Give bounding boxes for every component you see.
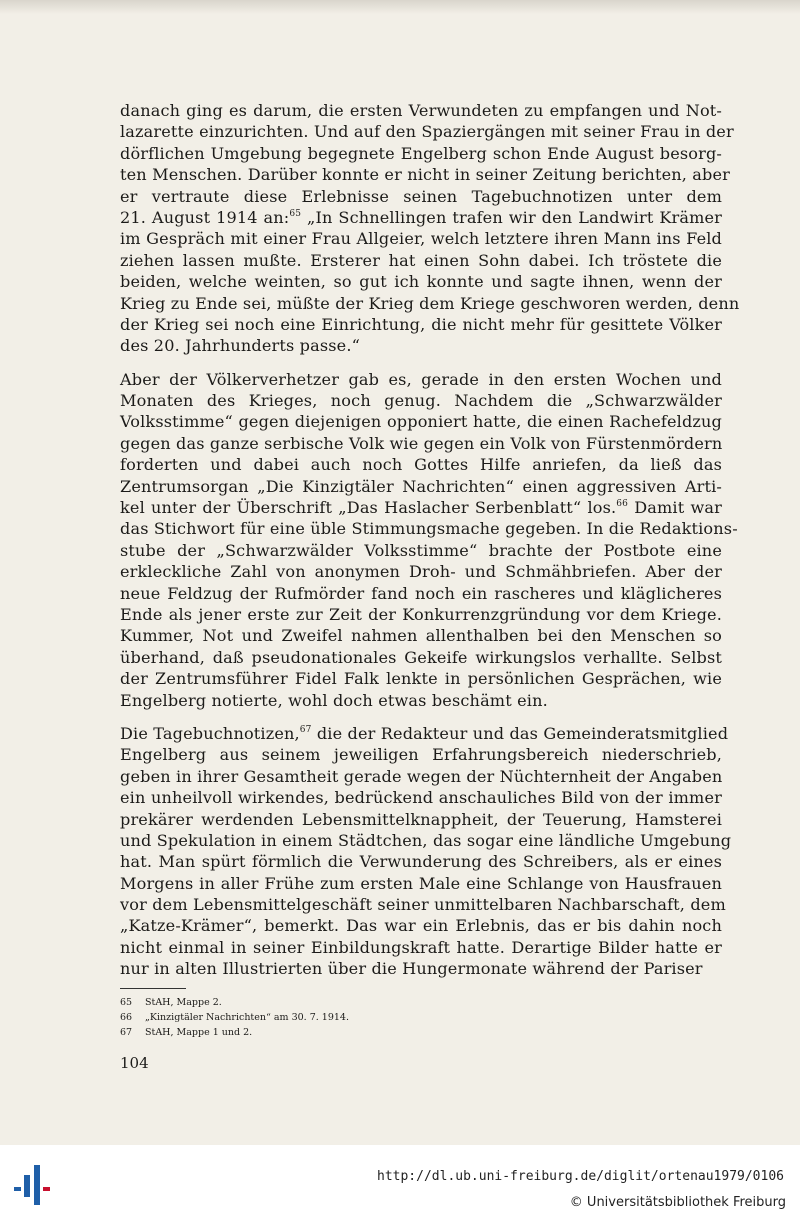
text-line: „Katze-Krämer“, bemerkt. Das war ein Erlebnis, das er bis dahin noch bbox=[120, 916, 722, 936]
text-line: der Zentrumsführer Fidel Falk lenkte in persönlichen Gesprächen, wie bbox=[120, 669, 722, 689]
text-segment: kel unter der Überschrift „Das Haslacher Serbenblatt“ los. bbox=[120, 498, 617, 518]
footnote-number: 67 bbox=[120, 1027, 133, 1038]
footnote-marker: 67 bbox=[299, 724, 312, 735]
copyright-notice: © Universitätsbibliothek Freiburg bbox=[569, 1195, 786, 1210]
text-segment: die der Redakteur und das Gemeinderatsmitglied bbox=[311, 723, 729, 743]
text-line: ein unheilvoll wirkendes, bedrückend anschauliches Bild von der immer bbox=[120, 788, 722, 808]
text-line: Engelberg notierte, wohl doch etwas beschämt ein. bbox=[120, 690, 548, 710]
text-line: Zentrumsorgan „Die Kinzigtäler Nachrichten“ einen aggressiven Arti- bbox=[120, 476, 722, 496]
footnote-text: „Kinzigtäler Nachrichten“ am 30. 7. 1914. bbox=[145, 1012, 349, 1023]
footnote bbox=[120, 1010, 720, 1025]
text-line: Kummer, Not und Zweifel nahmen allenthalben bei den Menschen so bbox=[120, 626, 722, 646]
text-line: ten Menschen. Darüber konnte er nicht in seiner Zeitung berichten, aber bbox=[120, 165, 731, 185]
text-segment: Damit war bbox=[628, 498, 723, 518]
text-line: stube der „Schwarzwälder Volksstimme“ brachte der Postbote eine bbox=[120, 540, 722, 560]
text-line: der Krieg sei noch eine Einrichtung, die nicht mehr für gesittete Völker bbox=[120, 314, 722, 334]
text-segment: Die Tagebuchnotizen, bbox=[120, 723, 300, 743]
text-line: Volksstimme“ gegen diejenigen opponiert hatte, die einen Rachefeldzug bbox=[120, 412, 722, 432]
footnote-marker: 66 bbox=[616, 499, 629, 510]
page-number: 104 bbox=[120, 1054, 149, 1072]
text-line: er vertraute diese Erlebnisse seinen Tagebuchnotizen unter dem bbox=[120, 186, 722, 206]
text-line: lazarette einzurichten. Und auf den Spaziergängen mit seiner Frau in der bbox=[120, 122, 734, 142]
page-edge-shadow bbox=[0, 0, 800, 14]
paragraph-gap bbox=[120, 711, 722, 723]
text-line: geben in ihrer Gesamtheit gerade wegen der Nüchternheit der Angaben bbox=[120, 766, 723, 786]
footnote-rule bbox=[120, 988, 186, 989]
viewer-footer bbox=[0, 1145, 800, 1220]
footnote-number: 66 bbox=[120, 1012, 133, 1023]
text-line: Morgens in aller Frühe zum ersten Male eine Schlange von Hausfrauen bbox=[120, 873, 722, 893]
text-line: danach ging es darum, die ersten Verwundeten zu empfangen und Not- bbox=[120, 101, 722, 120]
text-segment: 21. August 1914 an: bbox=[120, 207, 290, 227]
text-line: beiden, welche weinten, so gut ich konnte und sagte ihnen, wenn der bbox=[120, 272, 722, 292]
text-line bbox=[120, 723, 729, 744]
footnote bbox=[120, 995, 720, 1010]
footnotes bbox=[120, 995, 720, 1040]
footnote-text: StAH, Mappe 1 und 2. bbox=[145, 1027, 253, 1038]
text-line: Krieg zu Ende sei, müßte der Krieg dem Kriege geschworen werden, denn bbox=[120, 293, 740, 313]
body-text bbox=[120, 100, 740, 980]
footnote-number: 65 bbox=[120, 997, 133, 1008]
text-line: Monaten des Krieges, noch genug. Nachdem die „Schwarzwälder bbox=[120, 391, 722, 411]
text-line: dörflichen Umgebung begegnete Engelberg schon Ende August besorg- bbox=[120, 143, 722, 163]
text-line: nur in alten Illustrierten über die Hungermonate während der Pariser bbox=[120, 959, 703, 979]
footnote-text: StAH, Mappe 2. bbox=[145, 997, 222, 1008]
text-line: gegen das ganze serbische Volk wie gegen ein Volk von Fürstenmördern bbox=[120, 433, 723, 453]
text-line: ziehen lassen mußte. Ersterer hat einen Sohn dabei. Ich tröstete die bbox=[120, 250, 722, 270]
text-line: des 20. Jahrhunderts passe.“ bbox=[120, 336, 360, 356]
text-line: das Stichwort für eine üble Stimmungsmache gegeben. In die Redaktions- bbox=[120, 519, 738, 539]
text-line: erkleckliche Zahl von anonymen Droh- und Schmähbriefen. Aber der bbox=[120, 562, 722, 582]
text-line: überhand, daß pseudonationales Gekeife wirkungslos verhallte. Selbst bbox=[120, 647, 722, 667]
text-line: neue Feldzug der Rufmörder fand noch ein rascheres und kläglicheres bbox=[120, 583, 722, 603]
text-line: im Gespräch mit einer Frau Allgeier, welch letztere ihren Mann ins Feld bbox=[120, 229, 722, 249]
text-line: nicht einmal in seiner Einbildungskraft hatte. Derartige Bilder hatte er bbox=[120, 937, 722, 957]
ub-freiburg-logo-icon bbox=[14, 1157, 54, 1213]
text-segment: „In Schnellingen trafen wir den Landwirt Krämer bbox=[301, 207, 723, 227]
text-line bbox=[120, 207, 722, 228]
text-line bbox=[120, 497, 722, 518]
text-line: Aber der Völkerverhetzer gab es, gerade in den ersten Wochen und bbox=[120, 369, 722, 389]
text-line: und Spekulation in einem Städtchen, das sogar eine ländliche Umgebung bbox=[120, 830, 732, 850]
text-line: prekärer werdenden Lebensmittelknappheit, der Teuerung, Hamsterei bbox=[120, 809, 722, 829]
text-line: Ende als jener erste zur Zeit der Konkurrenzgründung vor dem Kriege. bbox=[120, 604, 722, 624]
text-line: Engelberg aus seinem jeweiligen Erfahrungsbereich niederschrieb, bbox=[120, 745, 722, 765]
permalink-url[interactable]: http://dl.ub.uni-freiburg.de/diglit/ortenau1979/0106 bbox=[377, 1169, 784, 1184]
footnote-marker: 65 bbox=[289, 208, 302, 219]
text-line: hat. Man spürt förmlich die Verwunderung des Schreibers, als er eines bbox=[120, 852, 722, 872]
paragraph-gap bbox=[120, 357, 722, 369]
text-line: forderten und dabei auch noch Gottes Hilfe anriefen, da ließ das bbox=[120, 455, 722, 475]
text-line: vor dem Lebensmittelgeschäft seiner unmittelbaren Nachbarschaft, dem bbox=[120, 895, 726, 915]
footnote bbox=[120, 1025, 720, 1040]
